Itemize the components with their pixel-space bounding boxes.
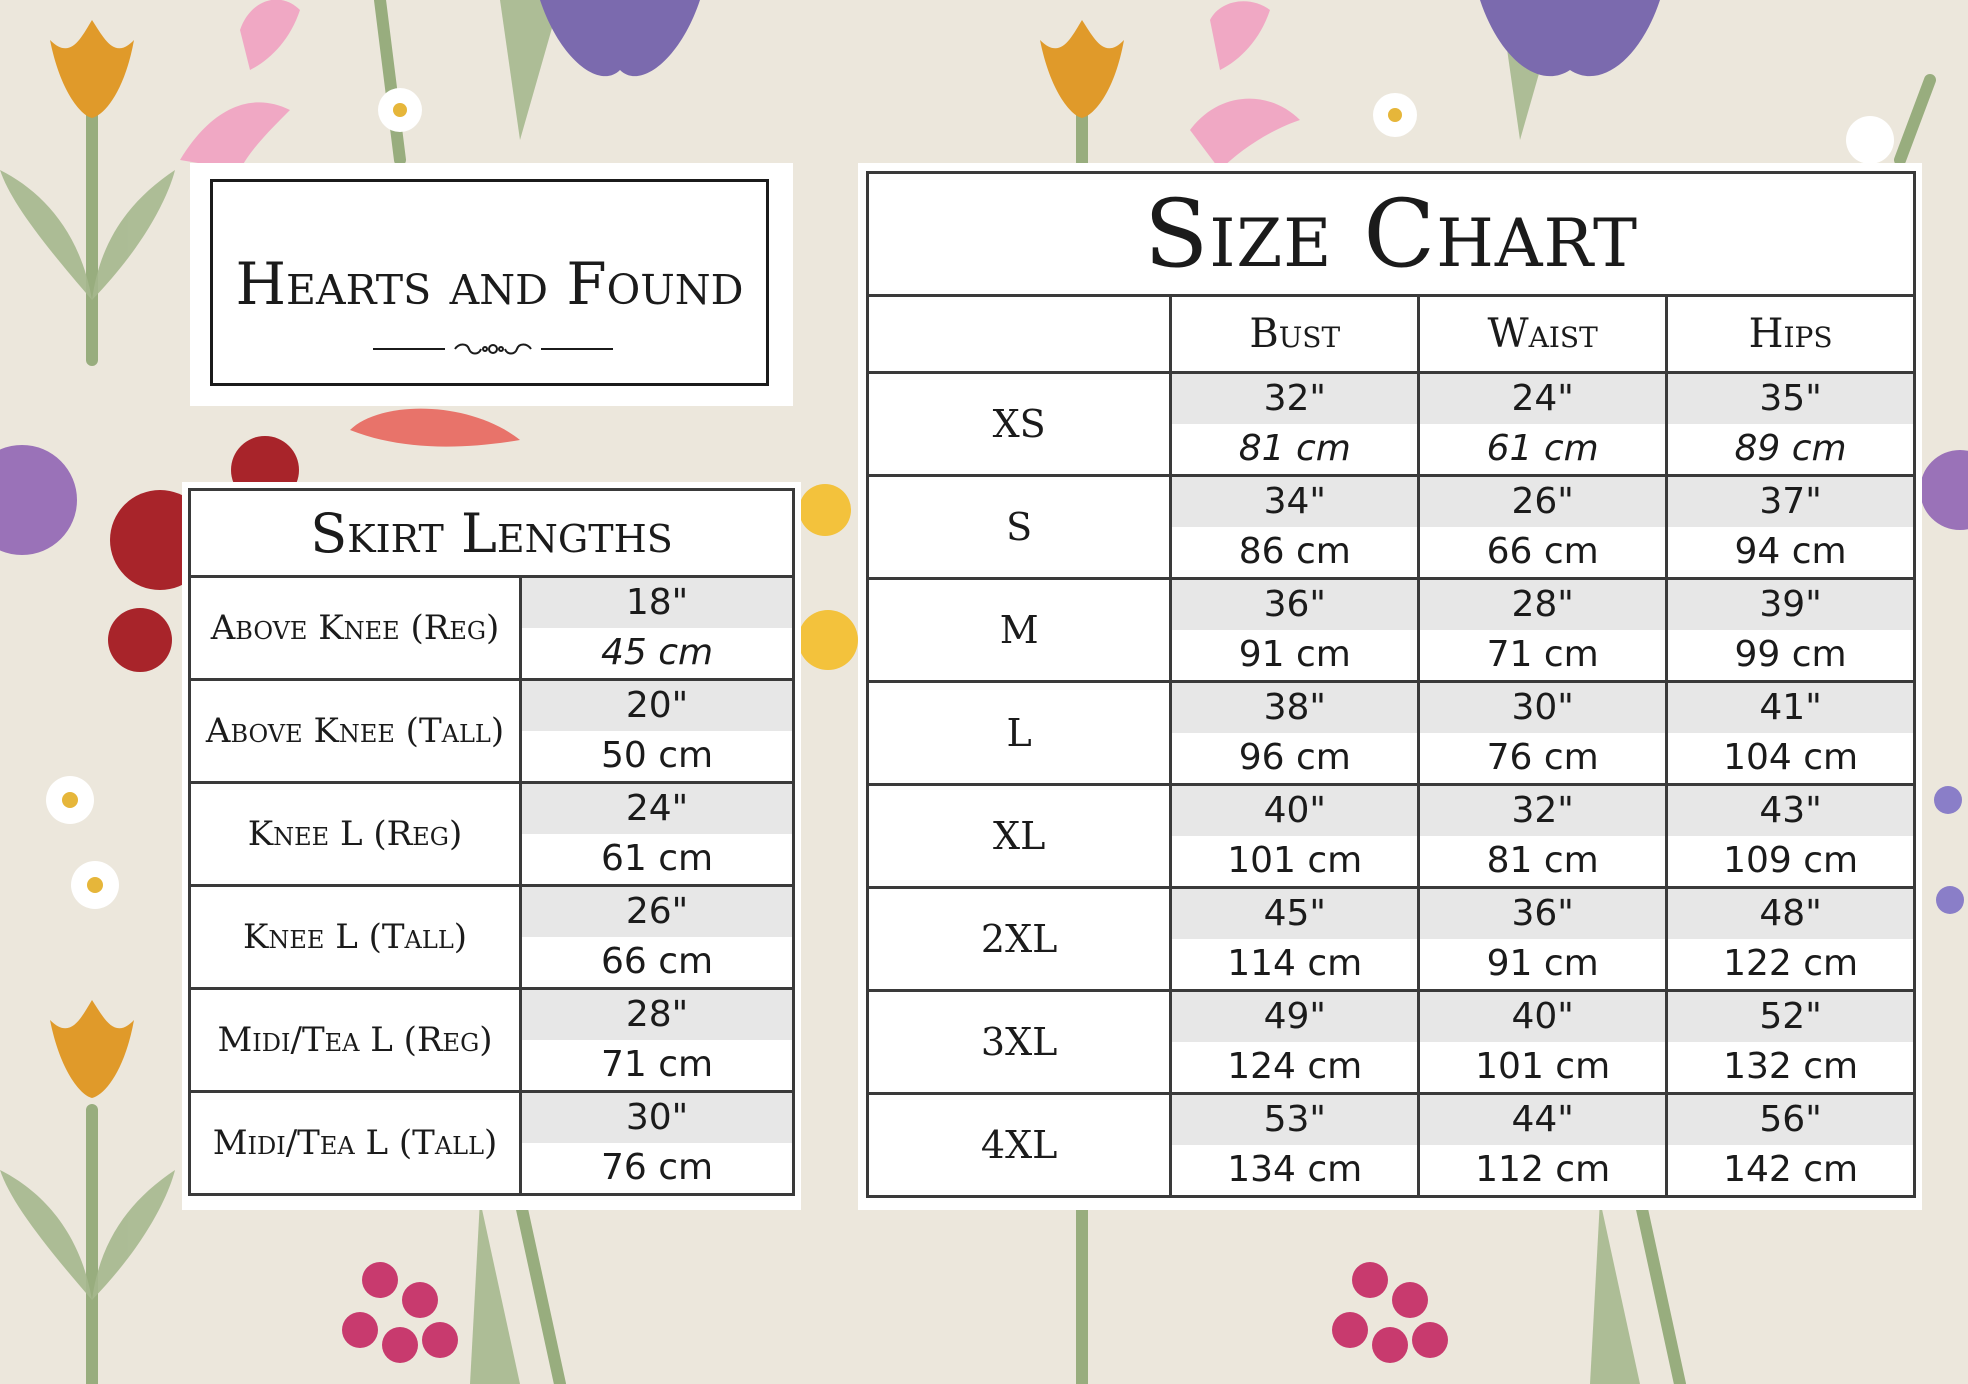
bust-value-cm: 91 cm	[1172, 630, 1417, 680]
hips-column-header: Hips	[1667, 296, 1915, 373]
waist-value-inches: 36"	[1420, 889, 1665, 939]
bust-value-inches: 32"	[1172, 374, 1417, 424]
size-label: XS	[868, 373, 1171, 476]
skirt-lengths-body	[190, 577, 794, 1195]
bust-value	[1171, 476, 1419, 579]
size-chart-header-row	[868, 296, 1915, 373]
waist-value-cm: 81 cm	[1420, 836, 1665, 886]
hips-value-cm: 142 cm	[1668, 1145, 1913, 1195]
waist-value-inches: 30"	[1420, 683, 1665, 733]
waist-value-cm: 76 cm	[1420, 733, 1665, 783]
skirt-length-value-inches: 26"	[522, 887, 792, 937]
size-row	[868, 476, 1915, 579]
skirt-lengths-title: Skirt Lengths	[190, 490, 794, 577]
bust-value-inches: 34"	[1172, 477, 1417, 527]
bust-value-cm: 124 cm	[1172, 1042, 1417, 1092]
waist-value-inches: 44"	[1420, 1095, 1665, 1145]
waist-value-cm: 112 cm	[1420, 1145, 1665, 1195]
bust-value-cm: 86 cm	[1172, 527, 1417, 577]
waist-value	[1419, 682, 1667, 785]
skirt-length-value-inches: 28"	[522, 990, 792, 1040]
skirt-length-row	[190, 989, 794, 1092]
size-label: 4XL	[868, 1094, 1171, 1197]
bust-value-cm: 81 cm	[1172, 424, 1417, 474]
size-row	[868, 579, 1915, 682]
waist-value	[1419, 888, 1667, 991]
hips-value-cm: 89 cm	[1668, 424, 1913, 474]
hips-value-cm: 94 cm	[1668, 527, 1913, 577]
bust-value	[1171, 1094, 1419, 1197]
skirt-length-value-cm: 50 cm	[522, 731, 792, 781]
size-label: L	[868, 682, 1171, 785]
bust-value-inches: 38"	[1172, 683, 1417, 733]
skirt-lengths-panel	[182, 482, 801, 1210]
hips-value-inches: 41"	[1668, 683, 1913, 733]
hips-value-cm: 132 cm	[1668, 1042, 1913, 1092]
skirt-lengths-table	[188, 488, 795, 1196]
skirt-length-label: Knee L (Reg)	[190, 783, 521, 886]
size-row	[868, 373, 1915, 476]
bust-value	[1171, 373, 1419, 476]
brand-name: Hearts and Found	[235, 250, 744, 318]
skirt-length-value	[521, 989, 794, 1092]
hips-value	[1667, 991, 1915, 1094]
brand-panel	[190, 163, 793, 406]
size-chart-table	[866, 171, 1916, 1198]
bust-value-cm: 101 cm	[1172, 836, 1417, 886]
size-label: M	[868, 579, 1171, 682]
waist-value-inches: 40"	[1420, 992, 1665, 1042]
waist-value	[1419, 579, 1667, 682]
skirt-length-value	[521, 783, 794, 886]
skirt-length-value-inches: 24"	[522, 784, 792, 834]
waist-value-cm: 71 cm	[1420, 630, 1665, 680]
bust-value-inches: 36"	[1172, 580, 1417, 630]
bust-value-inches: 45"	[1172, 889, 1417, 939]
bust-value-inches: 40"	[1172, 786, 1417, 836]
hips-value-inches: 43"	[1668, 786, 1913, 836]
size-row	[868, 1094, 1915, 1197]
bust-value-inches: 49"	[1172, 992, 1417, 1042]
waist-value-inches: 28"	[1420, 580, 1665, 630]
size-chart-body	[868, 373, 1915, 1197]
waist-column-header: Waist	[1419, 296, 1667, 373]
waist-value	[1419, 785, 1667, 888]
size-chart-panel	[858, 163, 1922, 1210]
size-label: S	[868, 476, 1171, 579]
hips-value	[1667, 579, 1915, 682]
skirt-length-value-inches: 30"	[522, 1093, 792, 1143]
waist-value-cm: 61 cm	[1420, 424, 1665, 474]
size-row	[868, 785, 1915, 888]
skirt-length-value-cm: 61 cm	[522, 834, 792, 884]
skirt-length-value	[521, 577, 794, 680]
size-row	[868, 682, 1915, 785]
hips-value	[1667, 682, 1915, 785]
bust-value-cm: 134 cm	[1172, 1145, 1417, 1195]
hips-value-cm: 109 cm	[1668, 836, 1913, 886]
hips-value-inches: 48"	[1668, 889, 1913, 939]
skirt-length-value	[521, 1092, 794, 1195]
skirt-length-row	[190, 577, 794, 680]
hips-value	[1667, 373, 1915, 476]
size-chart-title: Size Chart	[868, 173, 1915, 296]
size-column-header	[868, 296, 1171, 373]
size-label: 2XL	[868, 888, 1171, 991]
skirt-length-label: Midi/Tea L (Reg)	[190, 989, 521, 1092]
bust-value-inches: 53"	[1172, 1095, 1417, 1145]
waist-value-inches: 26"	[1420, 477, 1665, 527]
waist-value	[1419, 991, 1667, 1094]
bust-value	[1171, 579, 1419, 682]
skirt-length-row	[190, 1092, 794, 1195]
size-label: 3XL	[868, 991, 1171, 1094]
bust-value	[1171, 888, 1419, 991]
skirt-length-value-cm: 45 cm	[522, 628, 792, 678]
waist-value	[1419, 1094, 1667, 1197]
skirt-length-value-cm: 71 cm	[522, 1040, 792, 1090]
waist-value-cm: 91 cm	[1420, 939, 1665, 989]
skirt-length-row	[190, 783, 794, 886]
waist-value-inches: 32"	[1420, 786, 1665, 836]
hips-value	[1667, 1094, 1915, 1197]
bust-value	[1171, 785, 1419, 888]
skirt-length-value	[521, 886, 794, 989]
waist-value-cm: 66 cm	[1420, 527, 1665, 577]
hips-value	[1667, 785, 1915, 888]
hips-value	[1667, 888, 1915, 991]
brand-frame	[210, 179, 769, 386]
skirt-length-value-cm: 76 cm	[522, 1143, 792, 1193]
skirt-length-value-inches: 18"	[522, 578, 792, 628]
waist-value-cm: 101 cm	[1420, 1042, 1665, 1092]
hips-value-inches: 56"	[1668, 1095, 1913, 1145]
skirt-length-row	[190, 886, 794, 989]
hips-value-cm: 99 cm	[1668, 630, 1913, 680]
hips-value	[1667, 476, 1915, 579]
hips-value-inches: 35"	[1668, 374, 1913, 424]
hips-value-inches: 37"	[1668, 477, 1913, 527]
skirt-length-value-cm: 66 cm	[522, 937, 792, 987]
skirt-length-value	[521, 680, 794, 783]
hips-value-cm: 122 cm	[1668, 939, 1913, 989]
bust-value-cm: 96 cm	[1172, 733, 1417, 783]
hips-value-inches: 52"	[1668, 992, 1913, 1042]
skirt-length-value-inches: 20"	[522, 681, 792, 731]
hips-value-cm: 104 cm	[1668, 733, 1913, 783]
skirt-length-label: Knee L (Tall)	[190, 886, 521, 989]
size-row	[868, 888, 1915, 991]
waist-value	[1419, 373, 1667, 476]
ornament-divider-icon	[373, 337, 613, 361]
bust-column-header: Bust	[1171, 296, 1419, 373]
bust-value	[1171, 682, 1419, 785]
skirt-length-label: Above Knee (Reg)	[190, 577, 521, 680]
waist-value	[1419, 476, 1667, 579]
bust-value-cm: 114 cm	[1172, 939, 1417, 989]
hips-value-inches: 39"	[1668, 580, 1913, 630]
bust-value	[1171, 991, 1419, 1094]
size-label: XL	[868, 785, 1171, 888]
waist-value-inches: 24"	[1420, 374, 1665, 424]
skirt-length-label: Midi/Tea L (Tall)	[190, 1092, 521, 1195]
skirt-length-label: Above Knee (Tall)	[190, 680, 521, 783]
skirt-length-row	[190, 680, 794, 783]
size-row	[868, 991, 1915, 1094]
